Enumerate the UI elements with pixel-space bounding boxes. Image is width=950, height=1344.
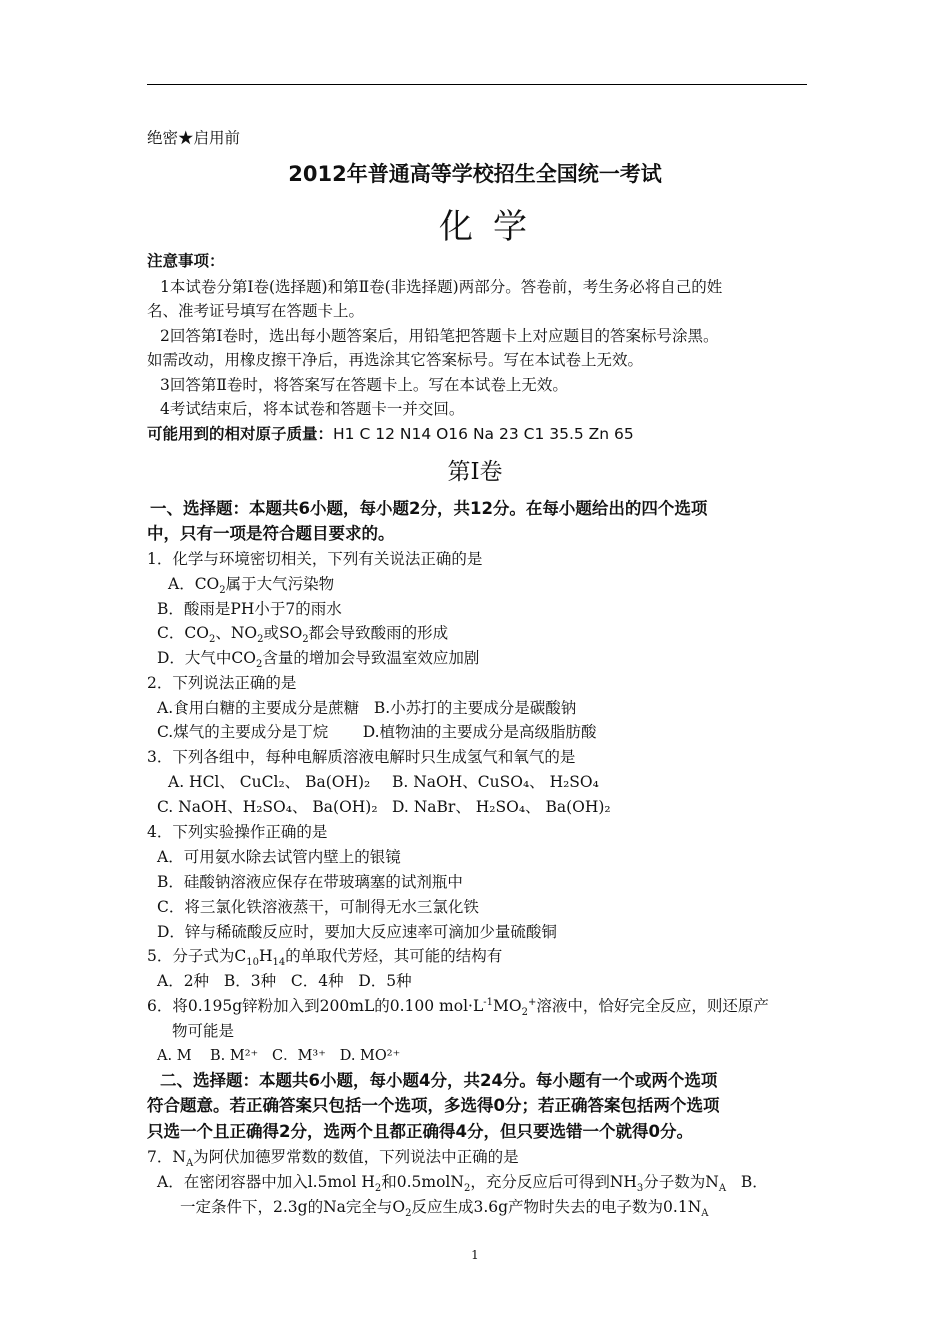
atomic-mass-line [147,423,817,445]
notice-item-1b: 名、准考证号填写在答题卡上。 [147,302,365,320]
notice-item-2a: 2回答第Ⅰ卷时，选出每小题答案后，用铅笔把答题卡上对应题目的答案标号涂黑。 [160,327,719,345]
section2-line2: 符合题意。若正确答案只包括一个选项，多选得0分；若正确答案包括两个选项 [147,1096,720,1115]
q4-option-a: A．可用氨水除去试管内壁上的银镜 [157,848,401,866]
q1-option-a: A．$CO_2$属于大气污染物 [168,575,335,597]
section2-line3: 只选一个且正确得2分，选两个且都正确得4分，但只要选错一个就得0分。 [147,1122,693,1141]
section1-line2: 中，只有一项是符合题目要求的。 [147,524,395,543]
q7-option-a: A．在密闭容器中加入l.5mol $H_2$和0.5molN$_2$，充分反应后可得到$NH_3$分子数为$N_A$ B． [157,1173,768,1195]
section2-line1: 二、选择题：本题共6小题，每小题4分，共24分。每小题有一个或两个选项 [160,1071,718,1090]
q1-stem: 1．化学与环境密切相关，下列有关说法正确的是 [147,550,483,568]
volume-title: 第Ⅰ卷 [447,459,503,485]
q3-option-c: C. NaOH、H₂SO₄、 Ba(OH)₂ [157,798,378,816]
q4-option-b: B．硅酸钠溶液应保存在带玻璃塞的试剂瓶中 [157,873,463,891]
notice-item-3: 3回答第Ⅱ卷时，将答案写在答题卡上。写在本试卷上无效。 [160,376,568,394]
q3-stem: 3．下列各组中，每种电解质溶液电解时只生成氢气和氧气的是 [147,748,576,766]
q7-option-b: 一定条件下，2.3g的Na完全与$O_2$反应生成3.6g产物时失去的电子数为$0.1N_A$ [180,1198,709,1220]
q6-options: A. M B. M²⁺ C．M³⁺ D. MO²⁺ [157,1048,401,1064]
q4-option-c: C．将三氯化铁溶液蒸干，可制得无水三氯化铁 [157,898,479,916]
q1-option-d: D．大气中$CO_2$含量的增加会导致温室效应加剧 [157,649,480,671]
q2-options-cd: C.煤气的主要成分是丁烷 D.植物油的主要成分是高级脂肪酸 [157,723,597,741]
header-rule [147,84,807,85]
q2-stem: 2．下列说法正确的是 [147,674,297,692]
exam-title: 2012年普通高等学校招生全国统一考试 [288,162,662,186]
atomic-mass-label: 可能用到的相对原子质量： [147,425,334,443]
q3-option-a: A. HCl、 CuCl₂、 Ba(OH)₂ [168,773,371,791]
section1-line1: 一、选择题：本题共6小题，每小题2分，共12分。在每小题给出的四个选项 [150,499,708,518]
q3-option-d: D. NaBr、 H₂SO₄、 Ba(OH)₂ [392,798,611,816]
q7-stem: 7．$N_A$为阿伏加德罗常数的数值，下列说法中正确的是 [147,1148,519,1170]
q5-stem: 5．分子式为$C_{10}H_{14}$的单取代芳烃，其可能的结构有 [147,947,503,969]
notice-item-4: 4考试结束后，将本试卷和答题卡一并交回。 [160,400,465,418]
q6-stem: 6．将0.195g锌粉加入到200mL的0.100 $mol\cdot L^{-1}MO_2^+$溶液中，恰好完全反应，则还原产 [147,996,769,1019]
atomic-mass-values: H1 C 12 N14 O16 Na 23 C1 35.5 Zn 65 [333,425,634,443]
notice-item-1a: 1本试卷分第Ⅰ卷(选择题)和第Ⅱ卷(非选择题)两部分。答卷前，考生务必将自己的姓 [160,278,723,296]
q4-stem: 4．下列实验操作正确的是 [147,823,328,841]
q1-option-c: C．$CO_2$、$NO_2$或$SO_2$都会导致酸雨的形成 [157,624,449,646]
subject-title: 化学 [439,207,547,247]
notice-heading: 注意事项： [147,252,225,270]
secret-label: 绝密★启用前 [147,129,241,147]
q6-stem-cont: 物可能是 [172,1022,235,1040]
q5-options: A．2种 B．3种 C．4种 D．5种 [157,972,412,990]
q3-option-b: B. NaOH、CuSO₄、 H₂SO₄ [392,773,599,791]
q4-option-d: D．锌与稀硫酸反应时，要加大反应速率可滴加少量硫酸铜 [157,923,557,941]
q1-option-b: B．酸雨是PH小于7的雨水 [157,600,342,618]
notice-item-2b: 如需改动，用橡皮擦干净后，再选涂其它答案标号。写在本试卷上无效。 [147,351,644,369]
page-number: 1 [471,1248,479,1262]
q2-options-ab: A.食用白糖的主要成分是蔗糖 B.小苏打的主要成分是碳酸钠 [157,699,577,717]
